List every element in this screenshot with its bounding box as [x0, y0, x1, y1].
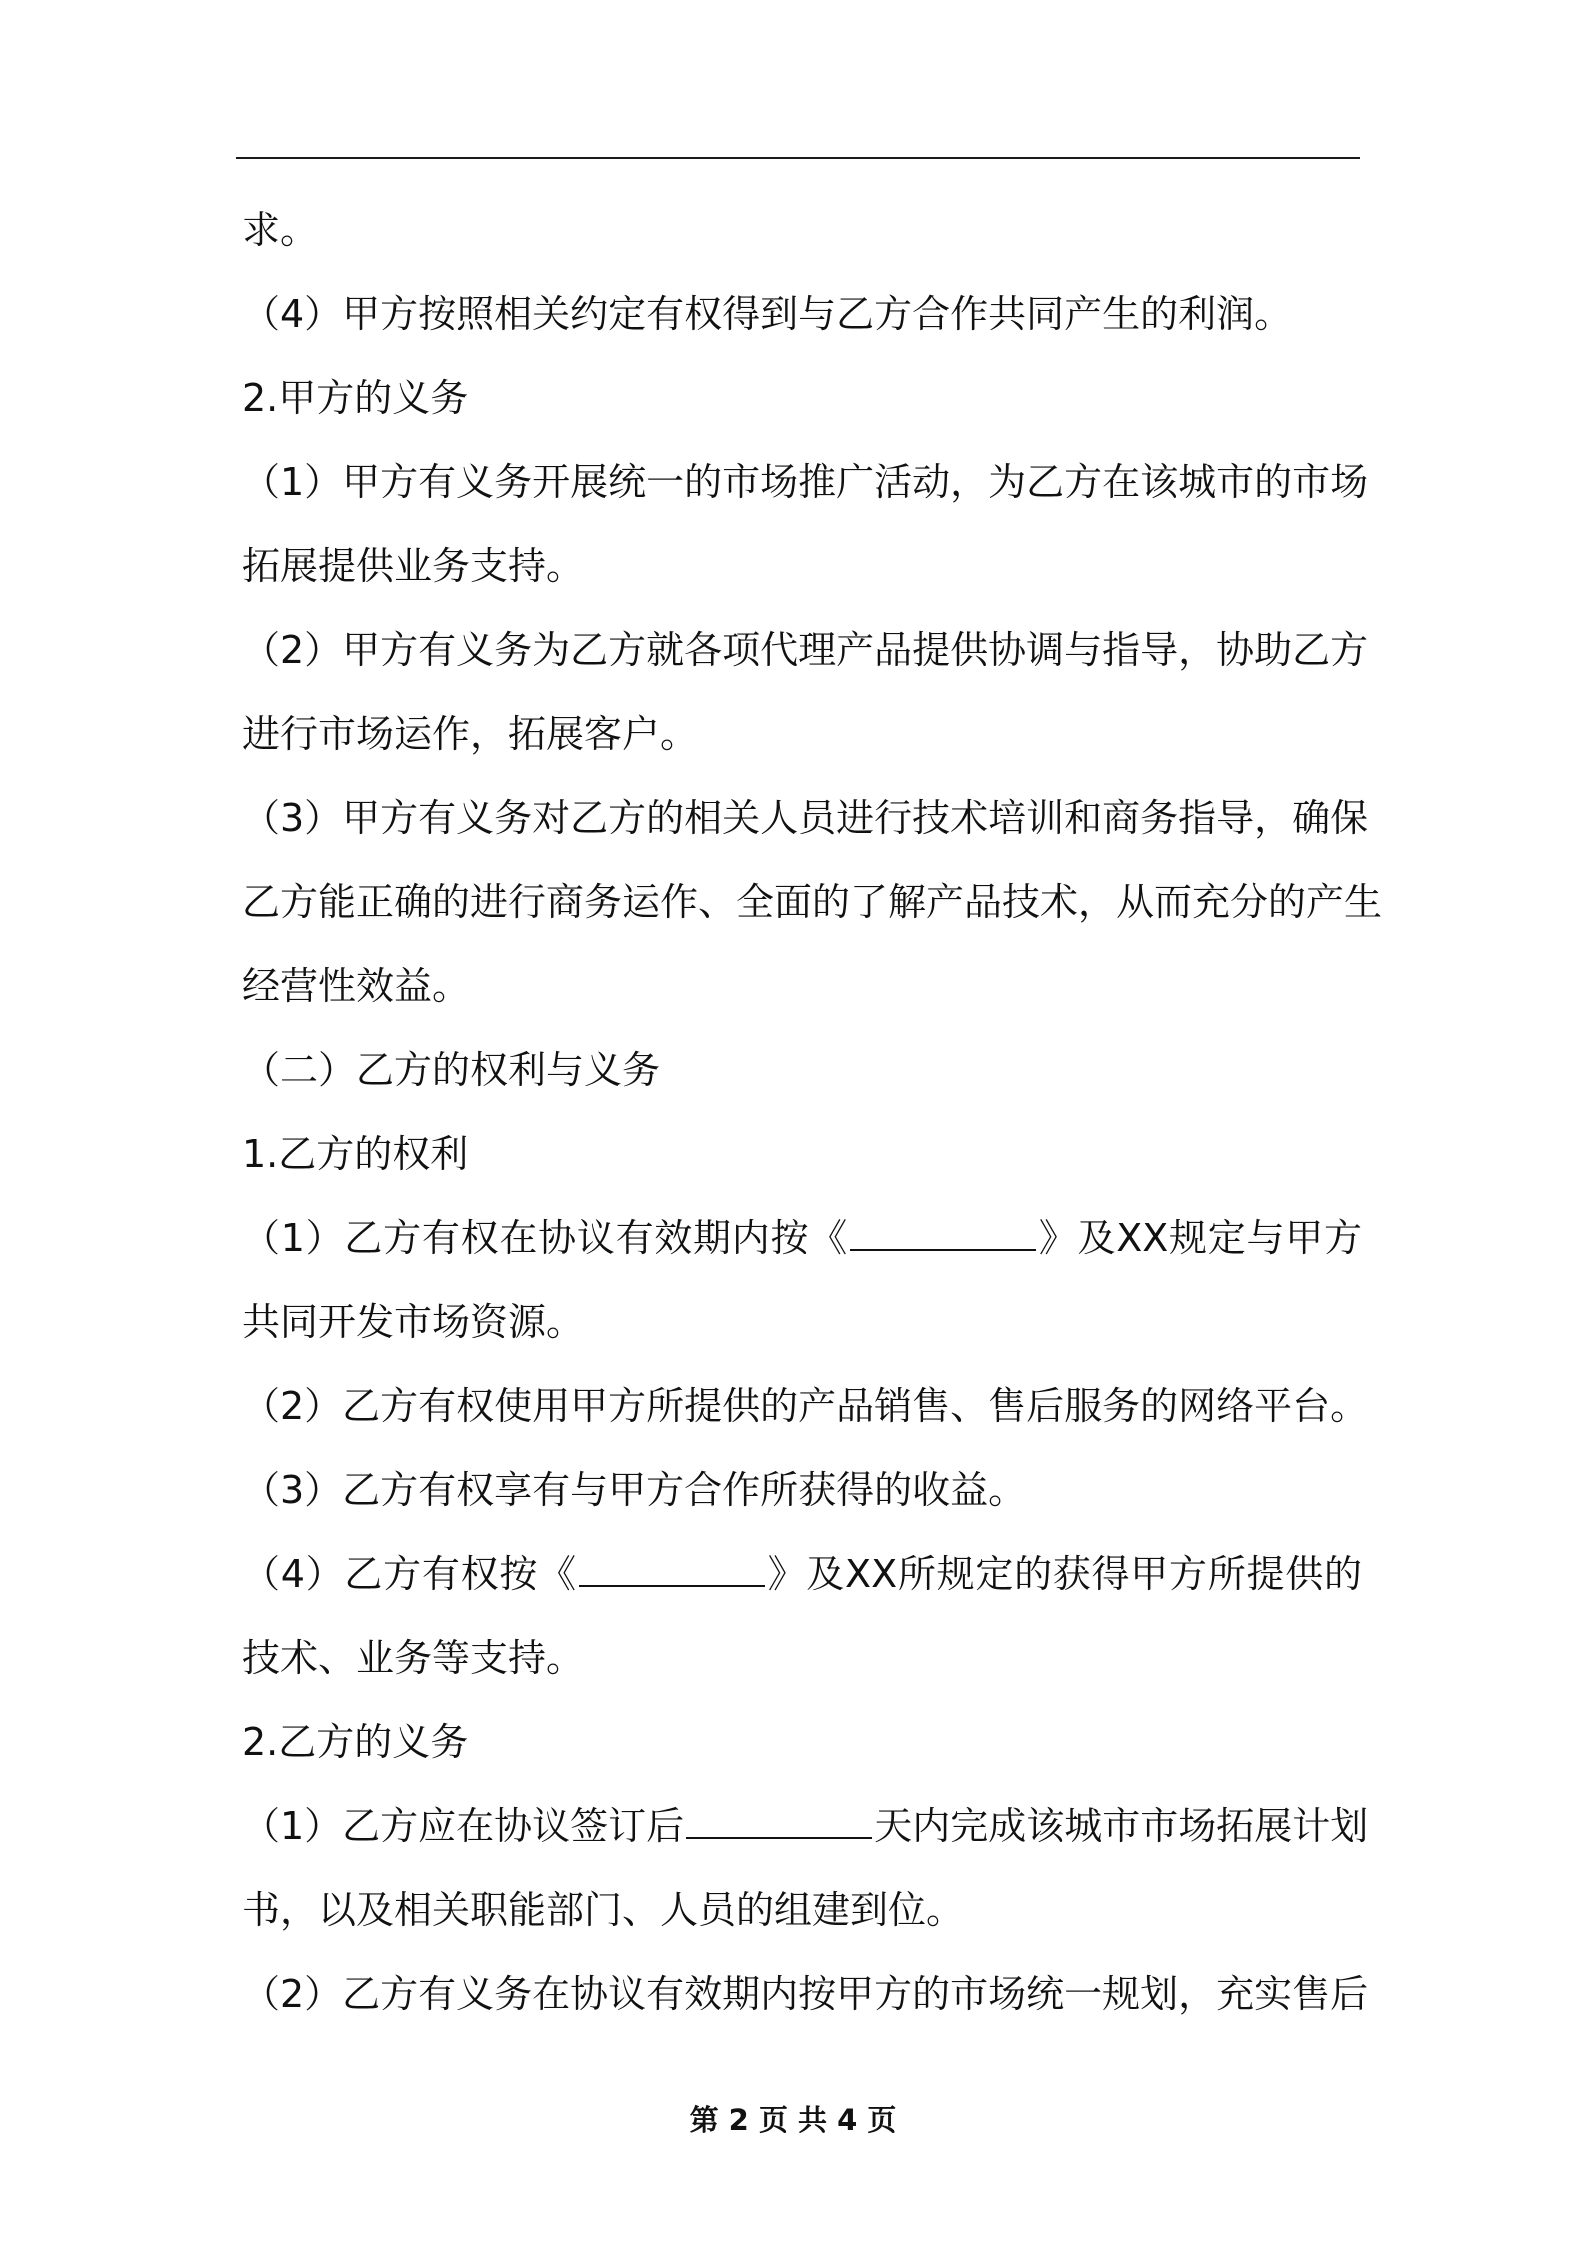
text-segment: 天内完成该城市市场拓展计划 [874, 1804, 1369, 1848]
text-line-with-blank [242, 1532, 1362, 1616]
text-line: 经营性效益。 [242, 964, 471, 1008]
text-line-with-blank [242, 1784, 1369, 1868]
section-heading: （二）乙方的权利与义务 [242, 1048, 661, 1092]
text-segment: 》及XX规定与甲方 [1038, 1216, 1362, 1260]
fill-in-blank [579, 1545, 765, 1587]
text-line: 拓展提供业务支持。 [242, 544, 585, 588]
text-line: 技术、业务等支持。 [242, 1636, 585, 1680]
text-line: 进行市场运作，拓展客户。 [242, 712, 699, 756]
text-line: （4）甲方按照相关约定有权得到与乙方合作共同产生的利润。 [242, 292, 1293, 336]
text-segment: （1）乙方应在协议签订后 [242, 1804, 685, 1848]
section-heading: 2.乙方的义务 [242, 1720, 469, 1764]
text-line: （2）乙方有义务在协议有效期内按甲方的市场统一规划，充实售后 [242, 1972, 1369, 2016]
text-line-with-blank [242, 1196, 1362, 1280]
text-line: （3）甲方有义务对乙方的相关人员进行技术培训和商务指导，确保 [242, 796, 1369, 840]
text-segment: （1）乙方有权在协议有效期内按《 [242, 1216, 849, 1260]
fill-in-blank [850, 1209, 1036, 1251]
text-line: 乙方能正确的进行商务运作、全面的了解产品技术，从而充分的产生 [242, 880, 1383, 924]
text-line: 共同开发市场资源。 [242, 1300, 585, 1344]
header-rule [236, 157, 1360, 159]
section-heading: 1.乙方的权利 [242, 1132, 469, 1176]
text-segment: 》及XX所规定的获得甲方所提供的 [766, 1552, 1362, 1596]
section-heading: 2.甲方的义务 [242, 376, 469, 420]
text-line: （2）甲方有义务为乙方就各项代理产品提供协调与指导，协助乙方 [242, 628, 1369, 672]
text-line: 求。 [242, 208, 319, 252]
page-number: 第 2 页 共 4 页 [689, 2103, 897, 2137]
text-line: （3）乙方有权享有与甲方合作所获得的收益。 [242, 1468, 1027, 1512]
text-line: （2）乙方有权使用甲方所提供的产品销售、售后服务的网络平台。 [242, 1384, 1369, 1428]
text-line: （1）甲方有义务开展统一的市场推广活动，为乙方在该城市的市场 [242, 460, 1369, 504]
fill-in-blank [686, 1797, 872, 1839]
document-body [242, 188, 1383, 2036]
text-line: 书，以及相关职能部门、人员的组建到位。 [242, 1888, 965, 1932]
text-segment: （4）乙方有权按《 [242, 1552, 577, 1596]
